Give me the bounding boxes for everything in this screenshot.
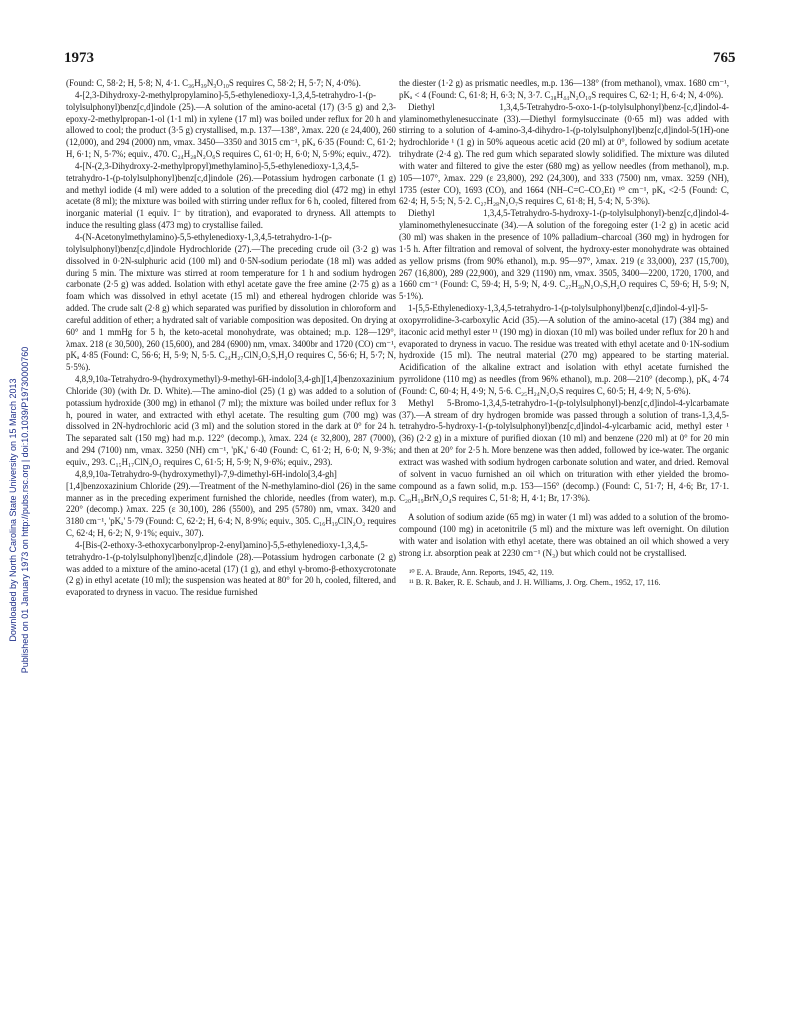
- paragraph: Methyl 5-Bromo-1,3,4,5-tetrahydro-1-(p-tolylsulphonyl)-benz[c,d]indol-4-ylcarbamate (37).—A stream of dry hydrogen bromide was passed through a solution of trans-1,3,4,5-tetrahydro-5-hydroxy-1-(p-tolylsulphonyl)benz[c,d]indol-4-ylcarbamic acid, methyl ester ¹ (36) (2·2 g) in a mixture of purified dioxan (10 ml) and benzene (220 ml) at 0° for 20 min and then at 20° for 2·5 h. More benzene was then added, followed by ice-water. The organic extract was washed with sodium hydrogen carbonate solution and water, and dried. Removal of solvent in vacuo furnished an oil which on trituration with ether yielded the bromo-compound as a fawn solid, m.p. 153—156° (decomp.) (Found: C, 51·7; H, 4·6; Br, 17·1. C₂₀H₁₉BrN₂O₄S requires C, 51·8; H, 4·1; Br, 17·3%).: [399, 397, 729, 503]
- paragraph: (Found: C, 58·2; H, 5·8; N, 4·1. C₃₆H₃₉N₃O₁₀S requires C, 58·2; H, 5·7; N, 4·0%).: [66, 78, 361, 88]
- watermark-published-line[interactable]: Published on 01 January 1973 on http://pubs.rsc.org | doi:10.1039/P19730000760: [20, 346, 30, 674]
- paragraph: Diethyl 1,3,4,5-Tetrahydro-5-oxo-1-(p-tolylsulphonyl)benz-[c,d]indol-4-ylaminomethylenesuccinate (33).—Diethyl formylsuccinate (0·65 ml) was added with stirring to a solution of 4-amino-3,4-dihydro-1-(p-tolylsulphonyl)benz[c,d]indol-5(1H)-one hydrochloride ¹ (1 g) in 50% aqueous acetic acid (20 ml) at 0°, followed by sodium acetate trihydrate (2·4 g). The red gum which separated slowly solidified. The mixture was diluted with water and filtered to give the ester (680 mg) as yellow needles (from methanol), m.p. 105—107°, λmax. 229 (ε 23,800), 292 (24,300), and 333 (7500) nm, νmax. 3259 (NH), 1735 (ester CO), 1693 (CO), and 1664 (NH–C=C–CO₂Et) ¹⁰ cm⁻¹, pKₐ <2·5 (Found: C, 62·4; H, 5·5; N, 5·2. C₂₇H₂₈N₂O₇S requires C, 61·8; H, 5·4; N, 5·3%).: [399, 101, 729, 207]
- paragraph: 4-[N-(2,3-Dihydroxy-2-methylpropyl)methylamino]-5,5-ethylenedioxy-1,3,4,5-tetrahydro-1-(p-tolylsulphonyl)benz[c,d]indole (26).—Potassium hydrogen carbonate (1 g) and methyl iodide (4 ml) were added to a solution of the preceding diol (472 mg) in ethyl acetate (8 ml); the mixture was boiled with stirring under reflux for 6 h, cooled, filtered from inorganic material (1 equiv. I⁻ by titration), and evaporated to dryness. All attempts to induce the resulting glass (473 mg) to crystallise failed.: [66, 160, 396, 231]
- download-watermark: [6, 60, 32, 960]
- footnote: ¹¹ B. R. Baker, R. E. Schaub, and J. H. Williams, J. Org. Chem., 1952, 17, 116.: [409, 578, 661, 588]
- header-year: 1973: [64, 50, 94, 66]
- paragraph: 4-(N-Acetonylmethylamino)-5,5-ethylenedioxy-1,3,4,5-tetrahydro-1-(p-tolylsulphonyl)benz[c,d]indole Hydrochloride (27).—The preceding crude oil (3·2 g) was dissolved in 0·2N-sulphuric acid (100 ml) and 0·5N-sodium periodate (18 ml) was added during 5 min. The mixture was stirred at room temperature for 1 h and sodium hydrogen carbonate (2·5 g) was added. Isolation with ethyl acetate gave the free amine (2·75 g) as a foam which was dissolved in ethyl acetate (15 ml) and ethereal hydrogen chloride was added. The crude salt (2·8 g) which separated was purified by dissolution in chloroform and careful addition of ether; a hydrated salt of variable composition was deposited. On drying at 60° and 1 mmHg for 5 h, the keto-acetal monohydrate, was obtained; m.p. 128—129°, λmax. 218 (ε 30,500), 260 (15,600), and 284 (6900) nm, νmax. 3400br and 1720 (CO) cm⁻¹, pKₐ 4·85 (Found: C, 56·6; H, 5·9; N, 5·5. C₂₄H₂₇ClN₂O₅S,H₂O requires C, 56·6; H, 5·7; N, 5·5%).: [66, 231, 397, 373]
- footnotes: [399, 568, 729, 589]
- paragraph: 4-[2,3-Dihydroxy-2-methylpropylamino]-5,5-ethylenedioxy-1,3,4,5-tetrahydro-1-(p-tolylsulphonyl)benz[c,d]indole (25).—A solution of the amino-acetal (17) (3·5 g) and 2,3-epoxy-2-methylpropan-1-ol (1·1 ml) in xylene (17 ml) was boiled under reflux for 20 h and allowed to cool; the product (3·5 g) crystallised, m.p. 137—138°, λmax. 220 (ε 24,400), 260 (12,000), and 294 (2000) nm, νmax. 3450—3350 and 3015 cm⁻¹, pKₐ 6·35 (Found: C, 61·2; H, 6·1; N, 5·7%; equiv., 470. C₂₄H₂₈N₂O₆S requires C, 61·0; H, 6·0; N, 5·9%; equiv., 472).: [66, 89, 396, 160]
- left-column: [66, 78, 396, 599]
- paragraph: 4,8,9,10a-Tetrahydro-9-(hydroxymethyl)-9-methyl-6H-indolo[3,4-gh][1,4]benzoxazinium Chloride (30) (with Dr. D. White).—The amino-diol (25) (1 g) was added to a solution of potassium hydroxide (300 mg) in ethanol (7 ml); the mixture was boiled under reflux for 3 h, poured in water, and extracted with ethyl acetate. The resulting gum (700 mg) was dissolved in 2N-hydrochloric acid (3 ml) and the solution stored in the dark at 0° for 24 h. The separated salt (150 mg) had m.p. 122° (decomp.), λmax. 224 (ε 32,800), 287 (7000), and 294 (7100) nm, νmax. 3250 (NH) cm⁻¹, 'pKₐ' 6·40 (Found: C, 61·2; H, 6·0; N, 9·3%; equiv., 293. C₁₅H₁₇ClN₂O₂ requires C, 61·5; H, 5·9; N, 9·6%; equiv., 293).: [66, 374, 396, 467]
- header-page-number: 765: [713, 50, 736, 66]
- paragraph: 4-[Bis-(2-ethoxy-3-ethoxycarbonylprop-2-enyl)amino]-5,5-ethylenedioxy-1,3,4,5-tetrahydro-1-(p-tolylsulphonyl)benz[c,d]indole (28).—Potassium hydrogen carbonate (2 g) was added to a mixture of the amino-acetal (17) (1 g), and ethyl γ-bromo-β-ethoxycrotonate (2 g) in ethyl acetate (10 ml); the suspension was heated at 80° for 20 h, cooled, filtered, and evaporated to dryness in vacuo. The residue furnished: [66, 539, 396, 598]
- paragraph: 4,8,9,10a-Tetrahydro-9-(hydroxymethyl)-7,9-dimethyl-6H-indolo[3,4-gh][1,4]benzoxazinium Chloride (29).—Treatment of the N-methylamino-diol (26) in the same manner as in the preceding experiment furnished the chloride, needles (from water), m.p. 220° (decomp.) λmax. 225 (ε 30,100), 286 (5500), and 295 (5780) nm, νmax. 3420 and 3180 cm⁻¹, 'pKₐ' 5·79 (Found: C, 62·2; H, 6·4; N, 8·9%; equiv., 305. C₁₆H₁₉ClN₂O₂ requires C, 62·4; H, 6·2; N, 9·1%; equiv., 307).: [66, 468, 396, 539]
- footnote: ¹⁰ E. A. Braude, Ann. Reports, 1945, 42, 119.: [409, 567, 554, 577]
- paragraph: A solution of sodium azide (65 mg) in water (1 ml) was added to a solution of the bromo-compound (100 mg) in acetonitrile (5 ml) and the mixture was left overnight. On dilution with water and isolation with ethyl acetate, there was obtained an oil which showed a very strong i.r. absorption peak at 2230 cm⁻¹ (N₃) but which could not be crystallised.: [399, 512, 729, 558]
- paragraph: Diethyl 1,3,4,5-Tetrahydro-5-hydroxy-1-(p-tolylsulphonyl)-benz[c,d]indol-4-ylaminomethylenesuccinate (34).—A solution of the foregoing ester (1·2 g) in acetic acid (30 ml) was shaken in the presence of 10% palladium–charcoal (360 mg) in hydrogen for 1·5 h. After filtration and removal of solvent, the hydroxy-ester monohydrate was obtained as yellow prisms (from 90% ethanol), m.p. 95—97°, λmax. 219 (ε 33,000), 237 (15,700), 267 (16,800), 289 (22,900), and 329 (1190) nm, νmax. 3505, 3400—2200, 1720, 1700, and 1660 cm⁻¹ (Found: C, 59·4; H, 5·9; N, 4·9. C₂₇H₃₀N₂O₇S,H₂O requires C, 59·6; H, 5·9; N, 5·1%).: [399, 208, 729, 302]
- right-column: [399, 78, 729, 589]
- watermark-download-line: Downloaded by North Carolina State University on 15 March 2013: [8, 378, 18, 642]
- paragraph: 1-[5,5-Ethylenedioxy-1,3,4,5-tetrahydro-1-(p-tolylsulphonyl)benz[c,d]indol-4-yl]-5-oxopyrrolidine-3-carboxylic Acid (35).—A solution of the amino-acetal (17) (384 mg) and itaconic acid methyl ester ¹¹ (190 mg) in dioxan (10 ml) was boiled under reflux for 20 h and evaporated to dryness in vacuo. The residue was treated with ethyl acetate and 0·1N-sodium hydroxide (15 ml). The neutral material (270 mg) appeared to be starting material. Acidification of the alkaline extract and isolation with ethyl acetate furnished the pyrrolidone (110 mg) as needles (from 96% ethanol), m.p. 208—210° (decomp.), pKₐ 4·74 (Found: C, 60·4; H, 4·9; N, 5·6. C₂₅H₂₄N₂O₇S requires C, 60·5; H, 4·9; N, 5·6%).: [399, 303, 729, 396]
- paragraph: the diester (1·2 g) as prismatic needles, m.p. 136—138° (from methanol), νmax. 1680 cm⁻¹, pKₐ < 4 (Found: C, 61·8; H, 6·3; N, 3·7. C₃₈H₄₄N₂O₁₀S requires C, 62·1; H, 6·4; N, 4·0%).: [399, 78, 729, 100]
